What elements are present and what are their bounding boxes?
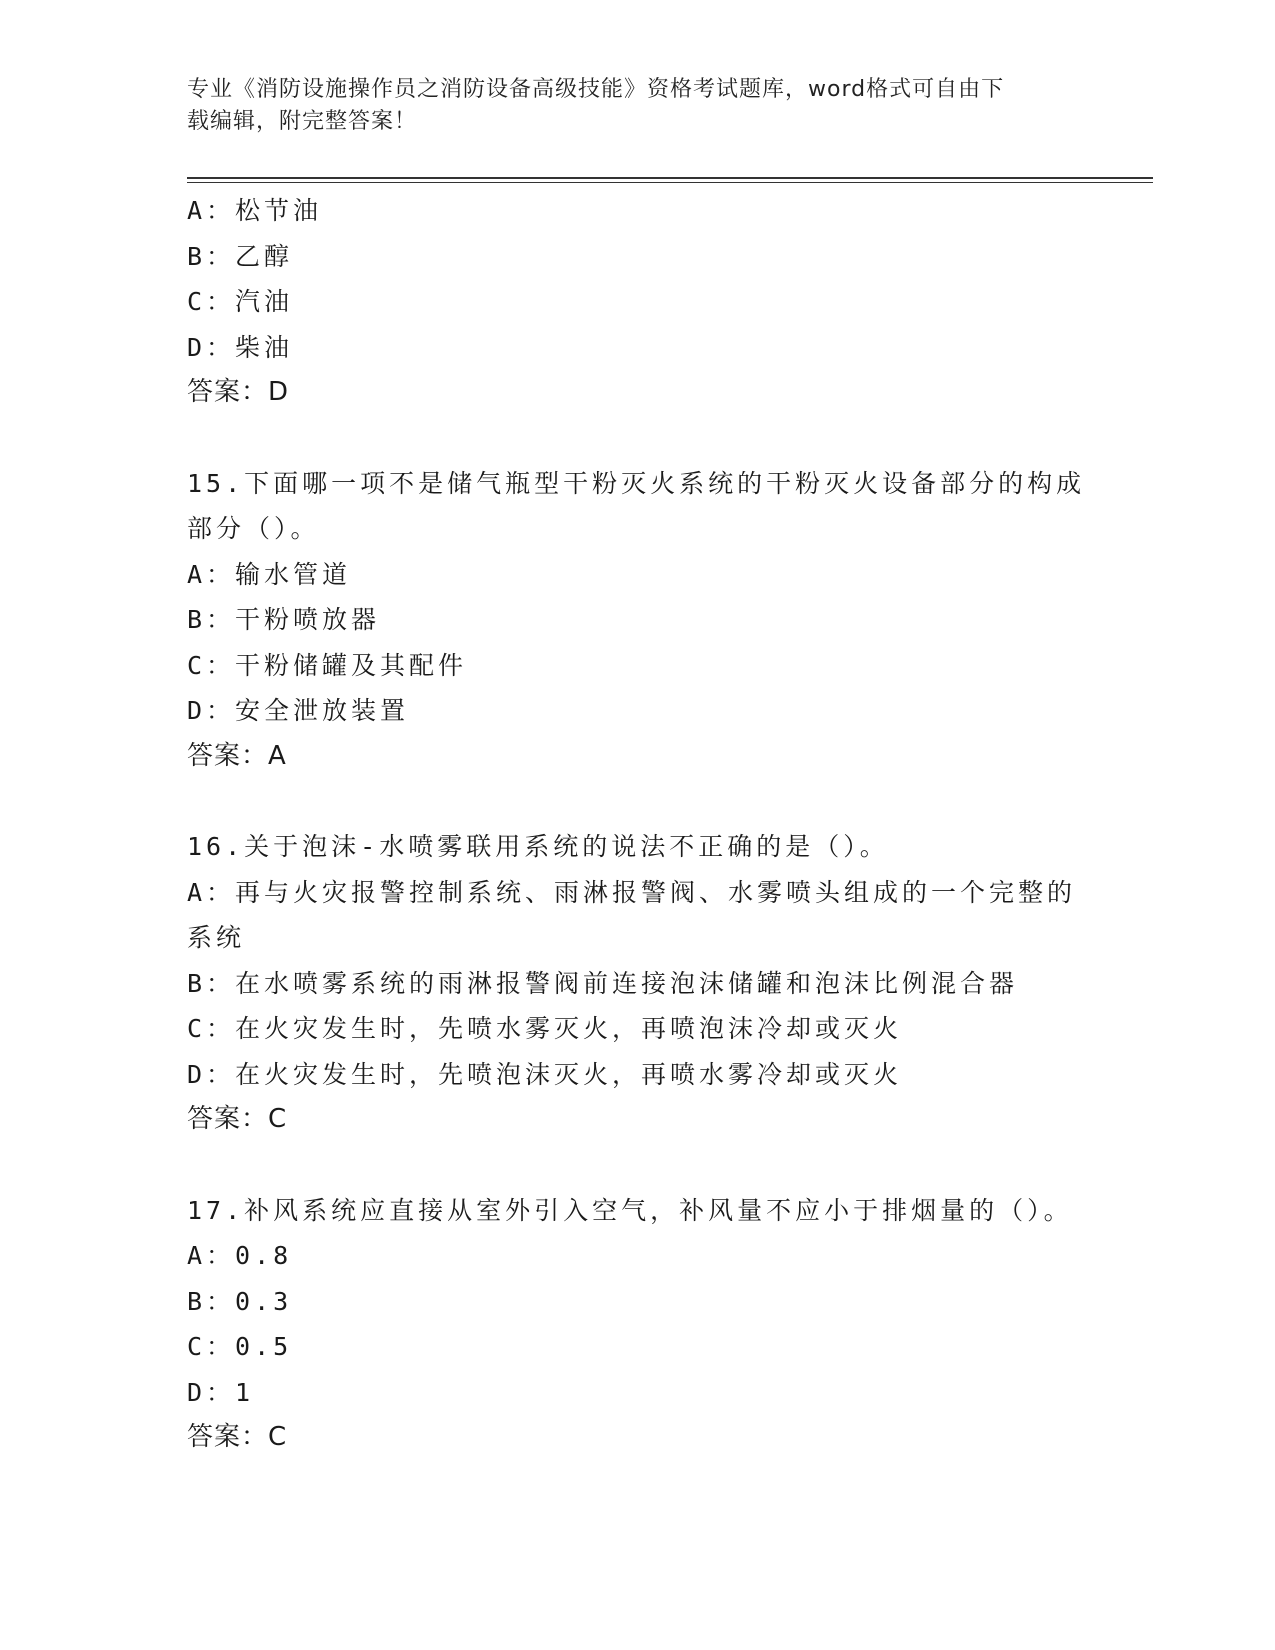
spacer [187,779,1087,824]
question-17 [187,1188,1087,1461]
option-d: D：在火灾发生时，先喷泡沫灭火，再喷水雾冷却或灭火 [187,1059,903,1089]
option-b: B：在水喷雾系统的雨淋报警阀前连接泡沫储罐和泡沫比例混合器 [187,968,1019,998]
option-a: A：松节油 [187,196,323,225]
option-b: B：乙醇 [187,241,294,271]
option-c: C：汽油 [187,287,294,316]
option-b: B：干粉喷放器 [187,605,381,634]
option-c: C：干粉储罐及其配件 [187,650,468,680]
option-c: C：在火灾发生时，先喷水雾灭火，再喷泡沫冷却或灭火 [187,1014,903,1043]
document-header [187,74,1067,138]
answer: 答案：C [187,1104,288,1134]
question-stem: 16.关于泡沫-水喷雾联用系统的说法不正确的是（）。 [187,832,889,861]
question-16 [187,824,1087,1143]
option-d: D：柴油 [187,332,294,362]
option-a: A：0.8 [187,1241,293,1270]
question-stem-continued: 部分（）。 [187,514,320,543]
question-15 [187,461,1087,780]
answer: 答案：C [187,1422,288,1452]
option-d: D：1 [187,1377,255,1407]
header-line-1: 专业《消防设施操作员之消防设备高级技能》资格考试题库，word格式可自由下 [187,77,1005,102]
option-b: B：0.3 [187,1286,293,1316]
question-stem: 17.补风系统应直接从室外引入空气，补风量不应小于排烟量的（）。 [187,1195,1073,1225]
answer: 答案：A [187,740,287,771]
header-divider-thin [187,182,1153,183]
option-d: D：安全泄放装置 [187,696,410,725]
option-a: A：输水管道 [187,559,352,589]
spacer [187,1143,1087,1188]
question-14 [187,188,1087,416]
question-stem: 15.下面哪一项不是储气瓶型干粉灭火系统的干粉灭火设备部分的构成 [187,468,1086,498]
option-c: C：0.5 [187,1332,293,1361]
spacer [187,416,1087,461]
header-divider-thick [187,177,1153,179]
header-line-2: 载编辑，附完整答案！ [187,109,418,134]
option-a-continued: 系统 [187,923,246,952]
option-a: A：再与火灾报警控制系统、雨淋报警阀、水雾喷头组成的一个完整的 [187,877,1077,907]
question-list [187,188,1087,1461]
answer: 答案：D [187,377,290,407]
